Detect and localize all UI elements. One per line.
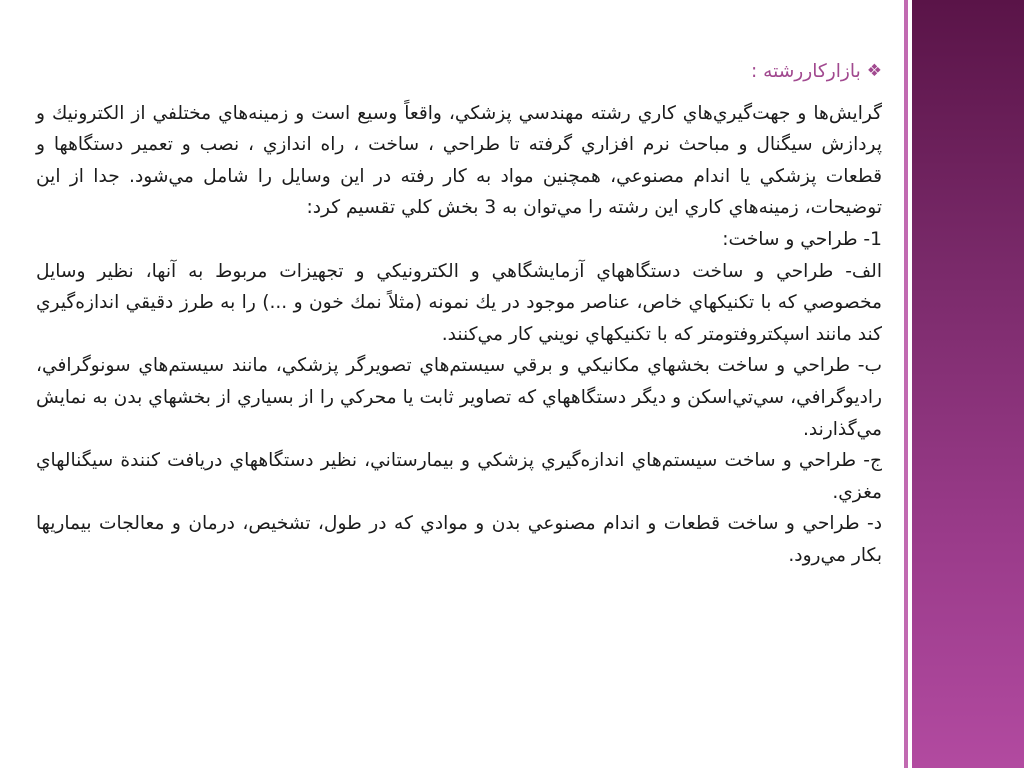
section-1-title: 1- طراحي و ساخت: [722,228,882,250]
item-jim: ج- طراحي و ساخت سيستم‌هاي اندازه‌گيري پزشكي و بيمارستاني، نظير دستگاههاي دريافت كنندة سيگنالهاي مغزي. [36,450,882,503]
item-dal: د- طراحي و ساخت قطعات و اندام مصنوعي بدن و موادي كه در طول، تشخيص، درمان و معالجات بيماريها بكار مي‌رود. [36,513,882,566]
item-be: ب- طراحي و ساخت بخشهاي مكانيكي و برقي سيستم‌هاي تصويرگر پزشكي، مانند سيستم‌هاي سونوگرافي، راديوگرافي، سي‌تي‌اسكن و ديگر دستگاههاي كه تصاوير ثابت يا محركي را از بسياري از بخشهاي بدن به نمايش مي‌گذارند. [36,355,882,440]
slide-heading [36,56,882,88]
decorative-side-panel [912,0,1024,768]
intro-paragraph: گرايش‌ها و جهت‌گيري‌هاي كاري رشته مهندسي پزشكي، واقعاً وسيع است و زمينه‌هاي مختلفي از الكترونيك و پردازش سيگنال و مباحث نرم افزاري گرفته تا طراحي ، ساخت ، راه اندازي ، نصب و تعمير دستگاهها و قطعات پزشكي يا اندام مصنوعي، همچنين مواد به كار رفته در اين وسايل را شامل مي‌شود. جدا از اين توضيحات، زمينه‌هاي كاري اين رشته را مي‌توان به 3 بخش كلي تقسيم كرد: [36,102,882,219]
heading-text: بازاركاررشته : [750,61,861,82]
diamond-bullet-icon: ❖ [866,61,882,81]
slide-content [36,56,882,572]
item-alef: الف- طراحي و ساخت دستگاههاي آزمايشگاهي و الكترونيكي و تجهيزات مربوط به آنها، نظير وسايل مخصوصي كه با تكنيكهاي خاص، عناصر موجود در يك نمونه (مثلاً نمك خون و ...) را به طرز دقيقي اندازه‌گيري كند مانند اسپكتروفتومتر كه با تكنيكهاي نويني كار مي‌كنند. [36,260,882,345]
